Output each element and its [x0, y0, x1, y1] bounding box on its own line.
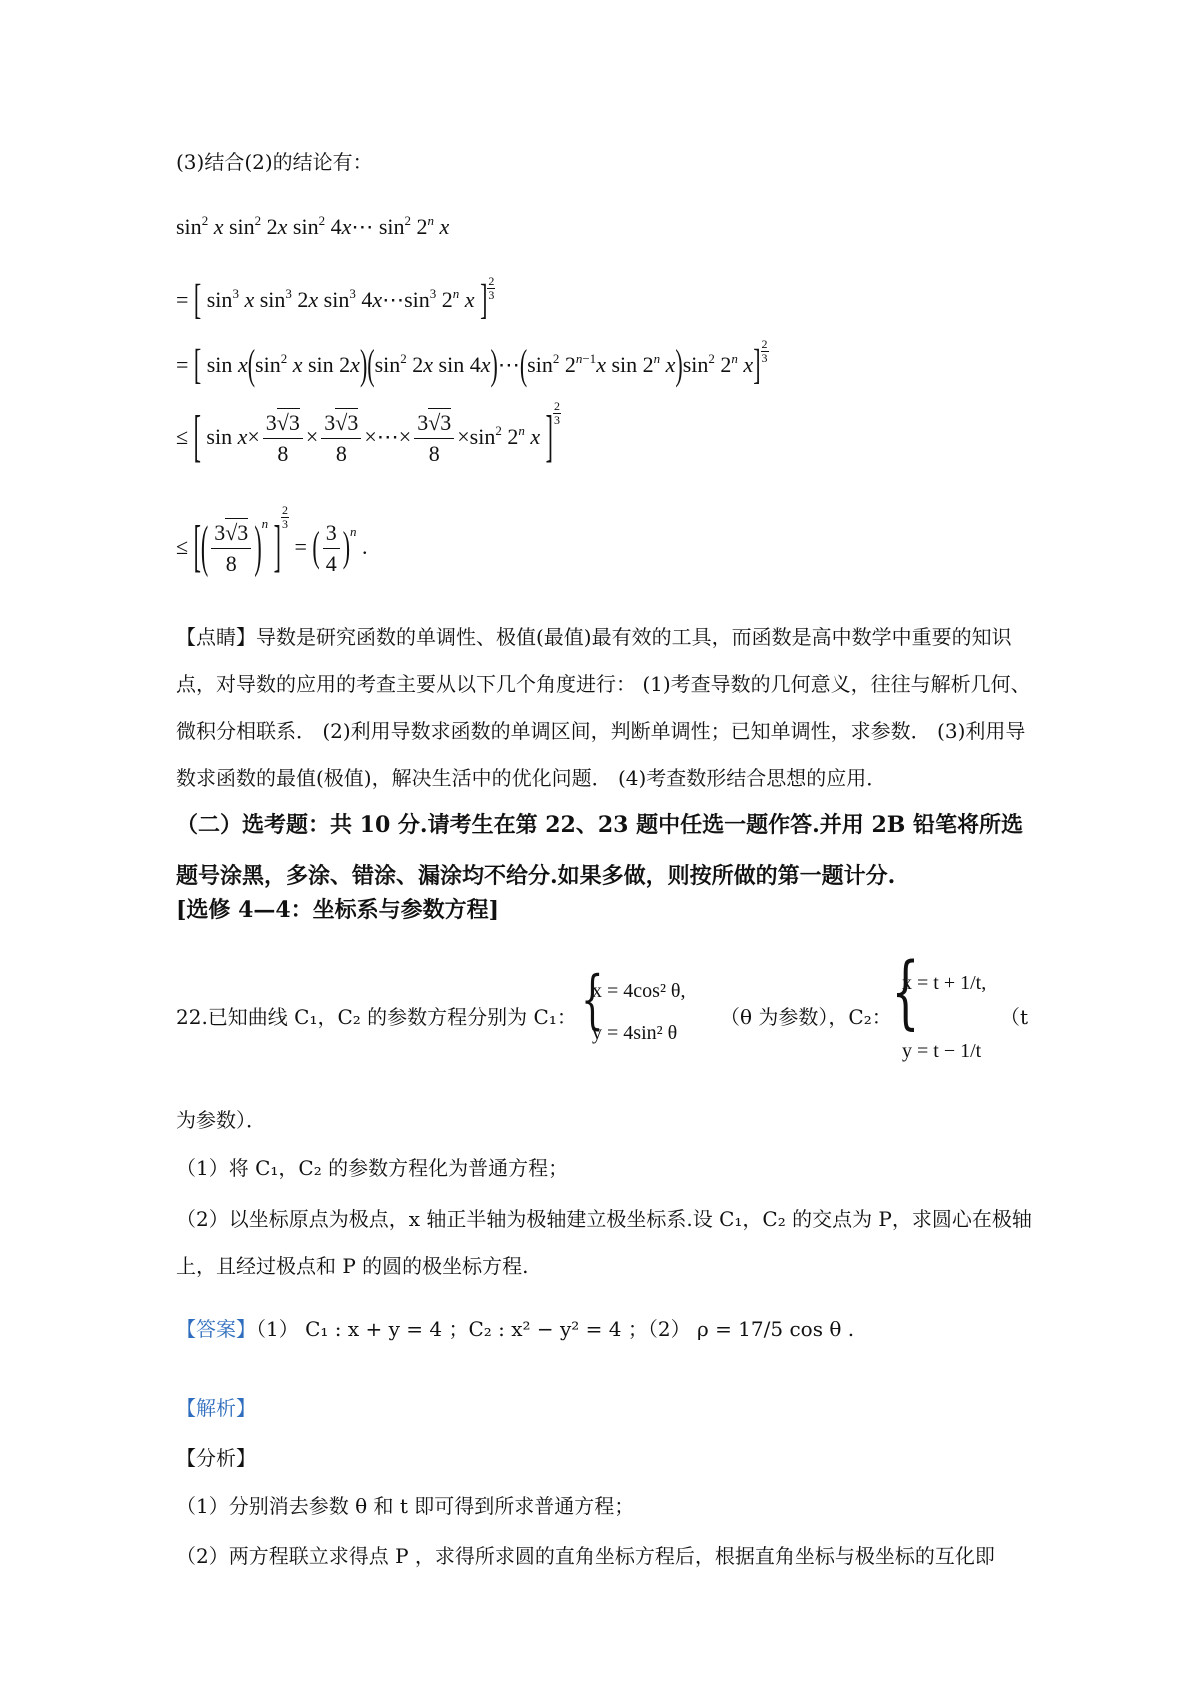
math-line-3: = [ $\sin x(\sin^2$ x $\sin 2x)(\sin^2$ 2x $\sin 4x)\cdots(\sin^2$ $2^{n-1}x$ sin 2$^n$ $x)\sin^2$ 2$^n$ x] $\frac{2}{3}$: [176, 337, 768, 388]
math-line-2: = [ $\sin^3 x$ $\sin^3 2x$ $\sin^3$ $4x\cdots\sin^3$ 2$^n$ x ] $\frac{2}{3}$: [176, 274, 495, 323]
math-line-4: ≤ [ sin x× $\frac{3√3}{8}$ × $\frac{3√3}{8}$ ×⋯× $\frac{3√3}{8}$ $\times\sin^2$ 2$^n$ x ] $\frac{2}{3}$: [176, 399, 560, 469]
fenxi-label: 【分析】: [176, 1446, 256, 1470]
fenxi-point-2: （2）两方程联立求得点 P ，求得所求圆的直角坐标方程后，根据直角坐标与极坐标的互化即: [176, 1544, 995, 1568]
q22-c2-brace: {: [891, 945, 920, 1038]
answer-row: [176, 1313, 854, 1342]
fenxi-point-1: （1）分别消去参数 θ 和 t 即可得到所求普通方程；: [176, 1494, 635, 1518]
answer-text: （1） C₁ : x + y = 4 ；C₂ : x² − y² = 4 ；（2） ρ = 17/5 cos θ .: [256, 1317, 855, 1341]
q22-c1-y: y = 4sin² θ: [592, 1022, 678, 1044]
q22-c2-x: x = t + 1/t,: [902, 972, 987, 994]
q22-c1-brace: {: [581, 963, 604, 1037]
answer-label: 【答案】: [176, 1317, 256, 1341]
q22-part-1: （1）将 C₁，C₂ 的参数方程化为普通方程；: [176, 1156, 569, 1180]
math-line-5: ≤ [( $\frac{3√3}{8}$ )$^n$ ] $\frac{2}{3}$ = ( $\frac{3}{4}$ )$^n$ .: [176, 503, 368, 579]
comment-paragraph: 【点睛】导数是研究函数的单调性、极值(最值)最有效的工具，而函数是高中数学中重要的知识点，对导数的应用的考查主要从以下几个角度进行： (1)考查导数的几何意义，往往与解析几何、微积分相联系． (2)利用导数求函数的单调区间，判断单调性；已知单调性，求参数． (3)利用导数求函数的最值(极值)，解决生活中的优化问题． (4)考查数形结合思想的应用．: [176, 625, 1031, 790]
q22-c2-y: y = t − 1/t: [902, 1040, 982, 1062]
q22-lead: 22.已知曲线 C₁，C₂ 的参数方程分别为 C₁：: [176, 1005, 577, 1029]
q22-continuation: 为参数）．: [176, 1108, 266, 1132]
section-heading: （二）选考题：共 10 分.请考生在第 22、23 题中任选一题作答.并用 2B 铅笔将所选题号涂黑，多涂、错涂、漏涂均不给分.如果多做，则按所做的第一题计分.: [176, 812, 1024, 889]
q22-c1-x: x = 4cos² θ,: [592, 980, 686, 1002]
q22-mid: （θ 为参数），C₂：: [720, 1005, 892, 1029]
subsection-heading: [选修 4—4：坐标系与参数方程]: [176, 897, 500, 923]
q22-part-2: （2）以坐标原点为极点，x 轴正半轴为极轴建立极坐标系.设 C₁，C₂ 的交点为 P，求圆心在极轴上，且经过极点和 P 的圆的极坐标方程.: [176, 1207, 1032, 1278]
analysis-label: 【解析】: [176, 1396, 256, 1420]
math-line-1: $\sin^2 x$ $\sin^2 2x$ $\sin^2$ 4x⋯ $\sin^2 2^n$ x: [176, 213, 450, 239]
q22-tail: （t: [1000, 1005, 1029, 1029]
intro-text: (3)结合(2)的结论有：: [176, 150, 373, 174]
